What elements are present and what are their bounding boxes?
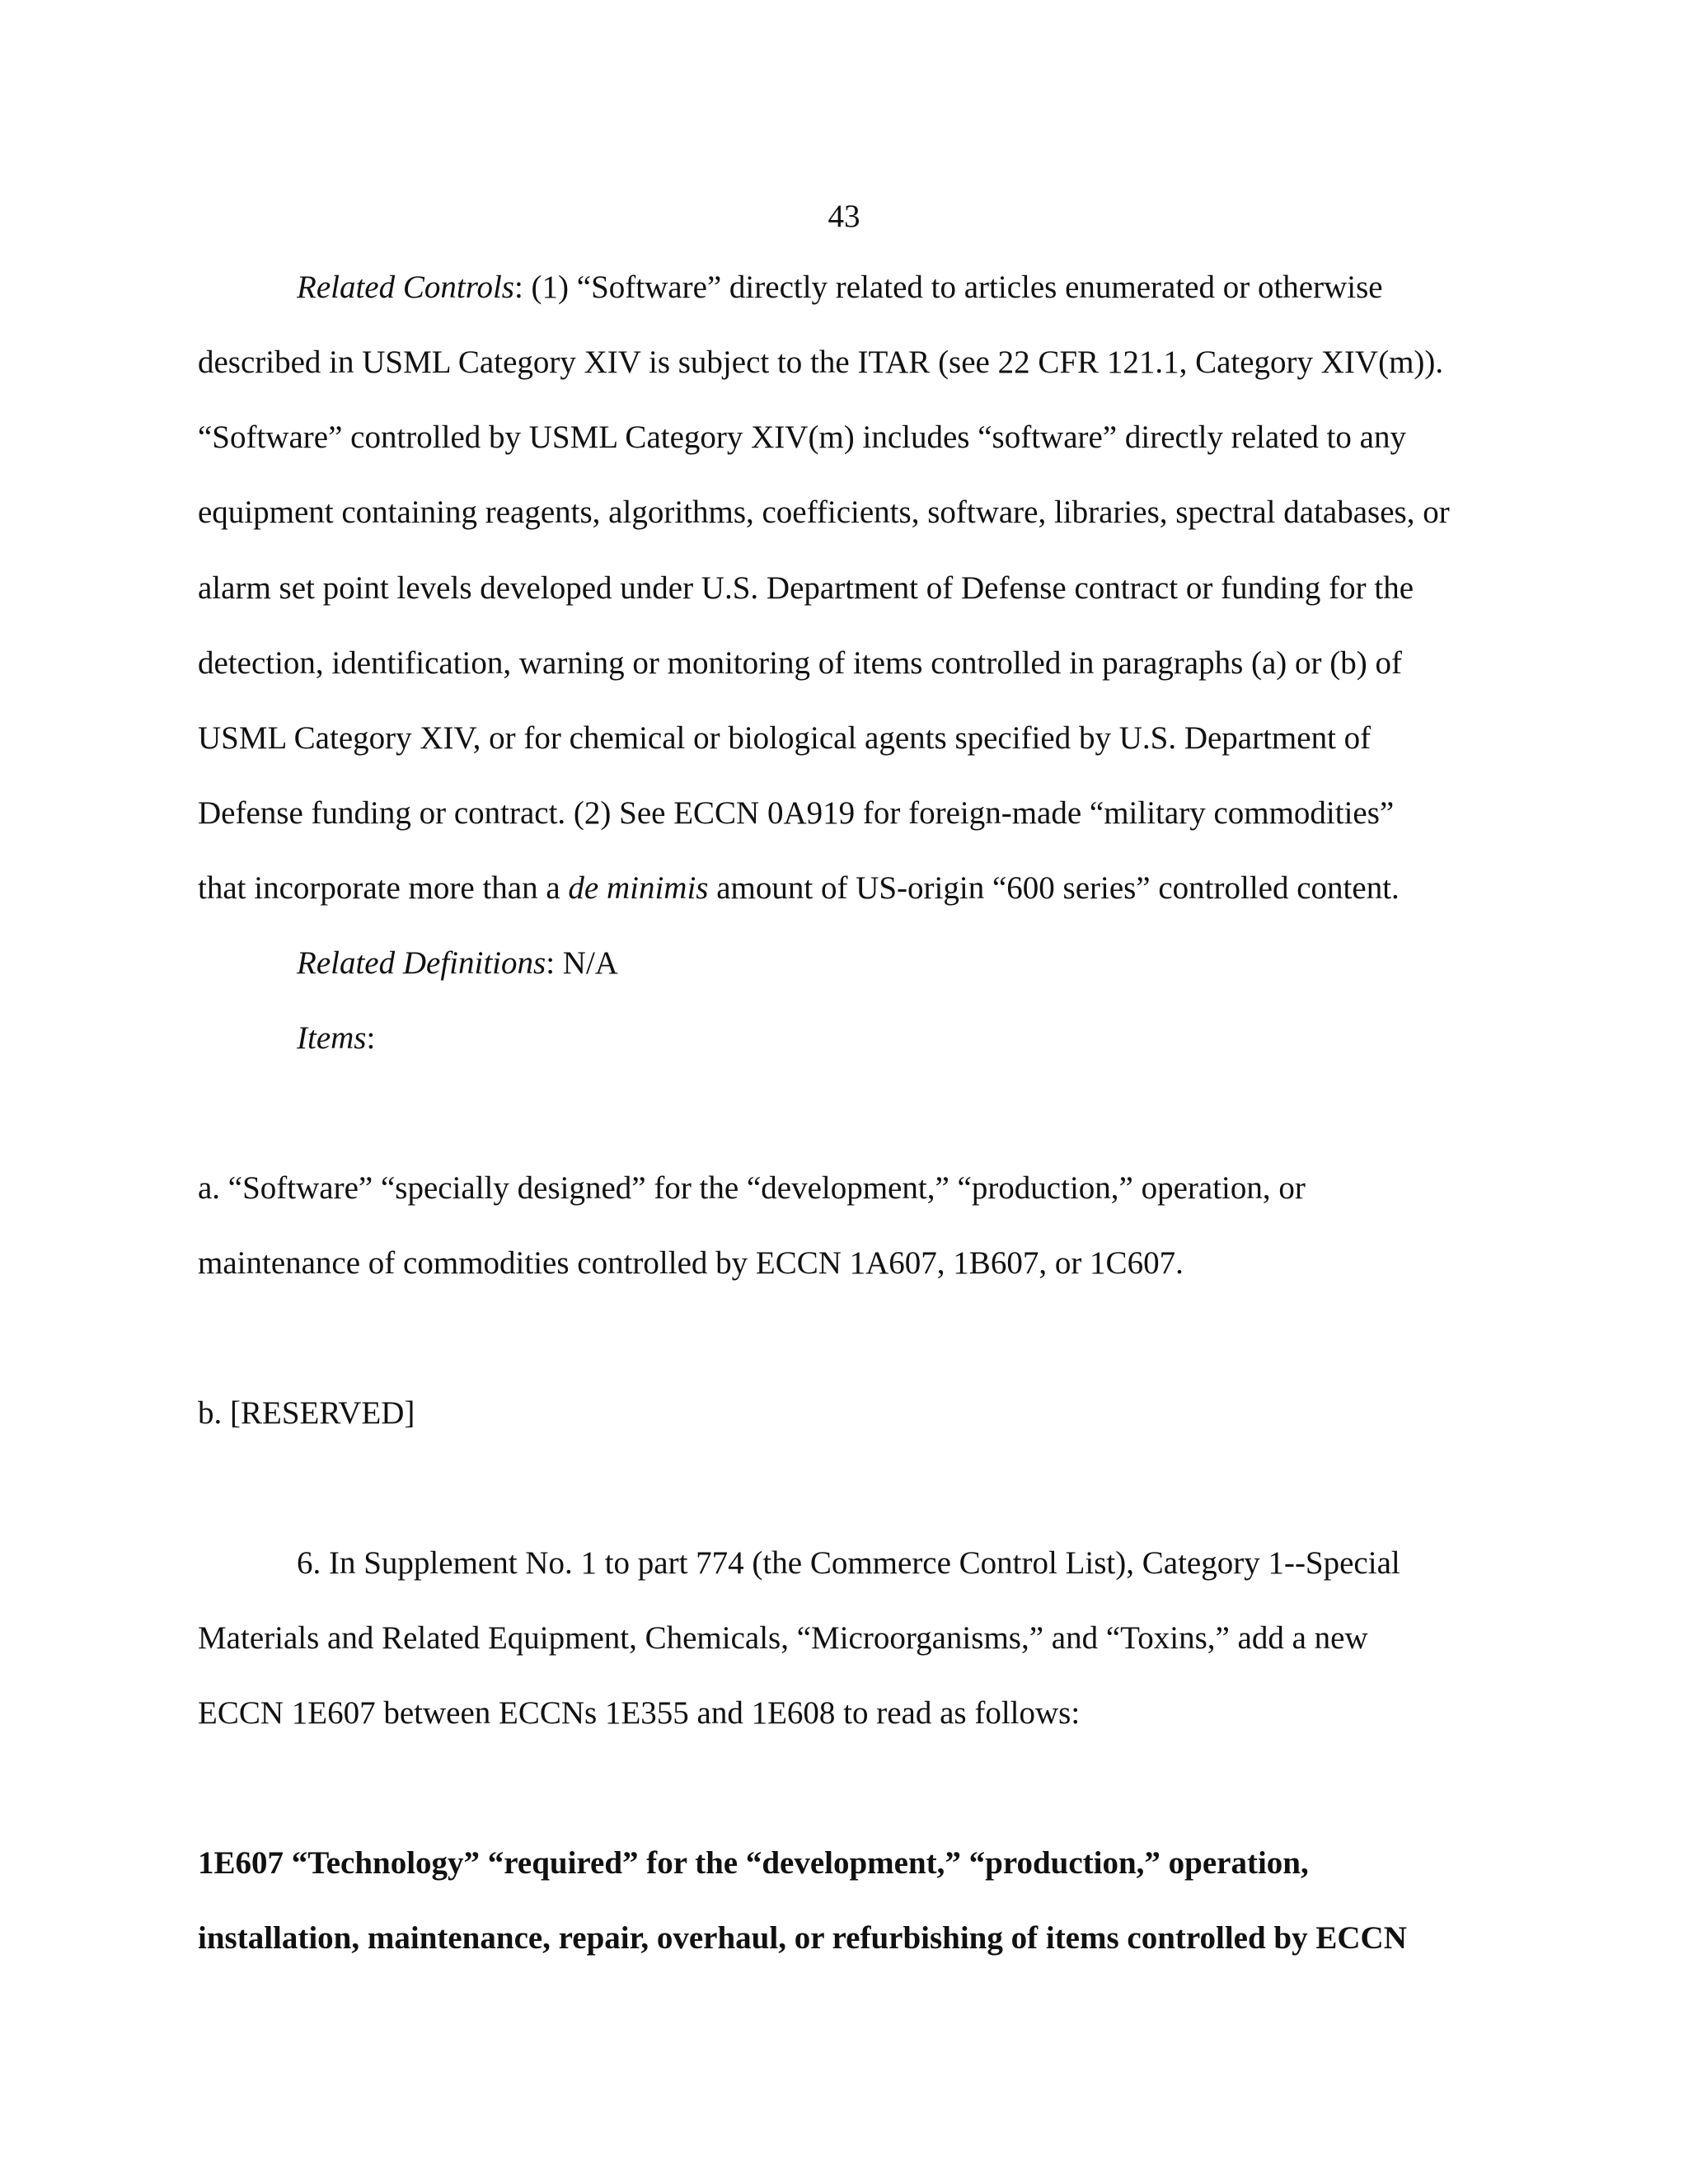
instruction-6-line-3: ECCN 1E607 between ECCNs 1E355 and 1E608 to read as follows:	[198, 1695, 1081, 1731]
page-number: 43	[828, 199, 860, 234]
related-controls-line-3: “Software” controlled by USML Category XIV(m) includes “software” directly related to any	[198, 419, 1406, 455]
related-controls-line-2: described in USML Category XIV is subject to the ITAR (see 22 CFR 121.1, Category XIV(m)).	[198, 344, 1444, 380]
related-definitions-value: : N/A	[546, 945, 618, 981]
item-a-line-1: a. “Software” “specially designed” for the “development,” “production,” operation, or	[198, 1170, 1306, 1206]
related-controls-line-7: USML Category XIV, or for chemical or biological agents specified by U.S. Department of	[198, 720, 1372, 756]
items-colon: :	[366, 1020, 376, 1056]
related-controls-line-8: Defense funding or contract. (2) See ECCN 0A919 for foreign-made “military commodities”	[198, 795, 1395, 831]
related-controls-text: : (1) “Software” directly related to articles enumerated or otherwise	[513, 269, 1383, 305]
item-a-line-2: maintenance of commodities controlled by ECCN 1A607, 1B607, or 1C607.	[198, 1245, 1184, 1281]
line-9-after: amount of US-origin “600 series” controlled content.	[708, 870, 1400, 906]
items-heading	[297, 1019, 375, 1057]
eccn-1e607-heading-line-2: installation, maintenance, repair, overhaul, or refurbishing of items controlled by ECCN	[198, 1920, 1407, 1956]
related-controls-line-5: alarm set point levels developed under U.S. Department of Defense contract or funding for the	[198, 570, 1414, 606]
line-9-before: that incorporate more than a	[198, 870, 569, 906]
related-controls-line-4: equipment containing reagents, algorithms, coefficients, software, libraries, spectral databases, or	[198, 494, 1450, 530]
related-definitions-label: Related Definitions	[297, 945, 546, 981]
instruction-6-line-2: Materials and Related Equipment, Chemicals, “Microorganisms,” and “Toxins,” add a new	[198, 1620, 1368, 1656]
related-controls-label: Related Controls	[297, 269, 514, 305]
related-controls-line-6: detection, identification, warning or monitoring of items controlled in paragraphs (a) or (b) of	[198, 645, 1402, 681]
item-b: b. [RESERVED]	[198, 1395, 415, 1431]
related-definitions-line	[297, 944, 618, 982]
eccn-1e607-heading-line-1: 1E607 “Technology” “required” for the “development,” “production,” operation,	[198, 1845, 1309, 1881]
instruction-6-line-1: 6. In Supplement No. 1 to part 774 (the Commerce Control List), Category 1--Special	[297, 1545, 1400, 1581]
de-minimis-term: de minimis	[568, 870, 709, 906]
items-label: Items	[297, 1020, 367, 1056]
related-controls-line-1	[297, 269, 1383, 307]
related-controls-line-9	[198, 869, 1400, 907]
